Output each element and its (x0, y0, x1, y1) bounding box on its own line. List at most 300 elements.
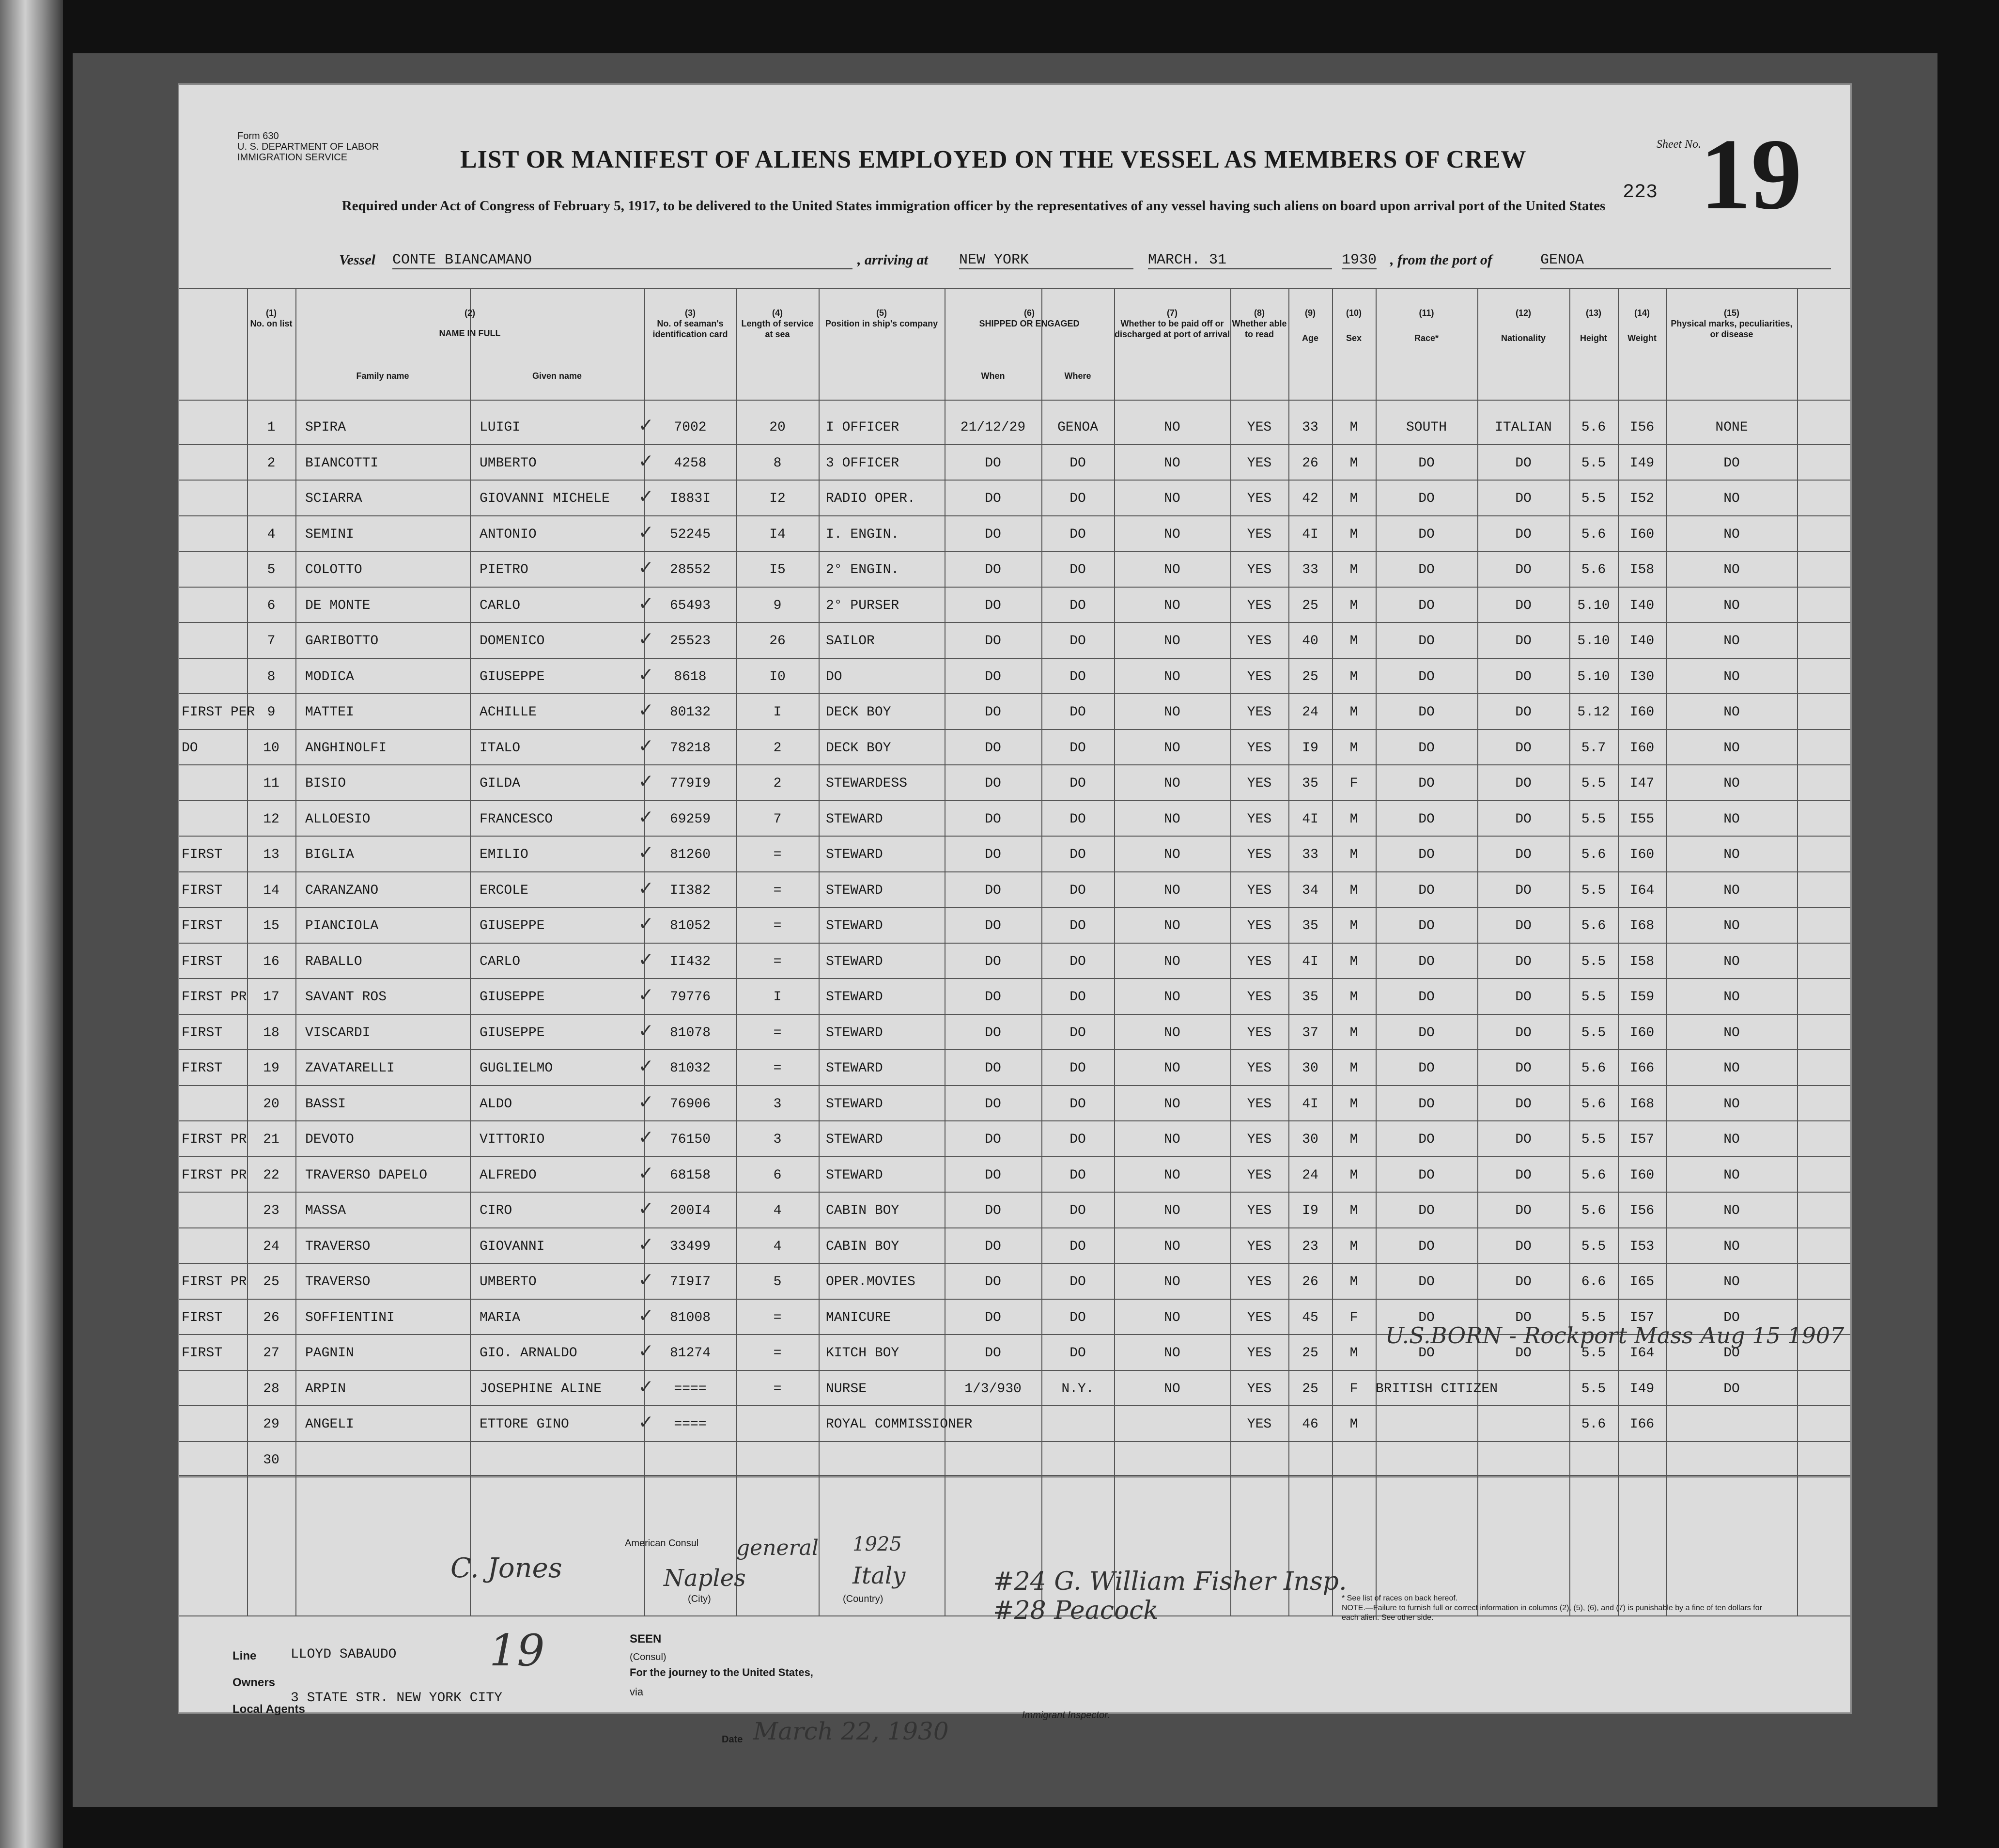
cell-marks: NO (1723, 918, 1740, 933)
cell-card: 81260 (669, 847, 711, 862)
cell-position: STEWARD (826, 990, 883, 1005)
cell-sex: M (1349, 634, 1358, 649)
col-header-marks: (15) Physical marks, peculiarities, or disease (1671, 308, 1793, 339)
journey-label: For the journey to the United States, (630, 1666, 813, 1678)
via-label: via (630, 1686, 644, 1698)
from-port: GENOA (1540, 252, 1831, 269)
cell-marks: NO (1723, 491, 1740, 506)
cell-sex: M (1349, 1025, 1358, 1040)
cell-nationality: DO (1515, 883, 1532, 898)
cell-weight: I60 (1629, 705, 1655, 720)
check-mark-icon: ✓ (639, 734, 652, 759)
crew-table (179, 288, 1850, 1625)
cell-weight: I60 (1629, 740, 1655, 756)
cell-height: 5.10 (1577, 669, 1610, 684)
cell-nationality: DO (1515, 776, 1532, 791)
cell-paid-off: NO (1164, 705, 1180, 720)
cell-nationality: DO (1515, 1167, 1532, 1183)
cell-height: 5.5 (1581, 1132, 1606, 1147)
cell-given: GIUSEPPE (480, 1025, 545, 1040)
cell-read: YES (1247, 1167, 1272, 1183)
cell-read: YES (1247, 883, 1272, 898)
cell-paid-off: NO (1164, 1025, 1180, 1040)
cell-where: N.Y. (1061, 1381, 1094, 1397)
cell-height: 5.6 (1581, 918, 1606, 933)
rule (179, 1475, 1850, 1476)
cell-race: DO (1418, 740, 1435, 756)
cell-when: DO (985, 669, 1001, 684)
cell-marks: NO (1723, 811, 1740, 827)
cell-given: GIUSEPPE (480, 669, 545, 684)
cell-race: DO (1418, 1167, 1435, 1183)
cell-nationality: DO (1515, 1096, 1532, 1112)
cell-when: DO (985, 776, 1001, 791)
col-header-read: (8) Whether able to read (1232, 308, 1287, 339)
cell-marks: NO (1723, 1132, 1740, 1147)
cell-no: 25 (263, 1274, 279, 1289)
cell-given: GIUSEPPE (480, 918, 545, 933)
cell-card: 28552 (669, 562, 711, 577)
cell-where: DO (1069, 562, 1086, 577)
cell-height: 5.7 (1581, 740, 1606, 756)
cell-position: 2° PURSER (826, 598, 899, 613)
cell-when: DO (985, 634, 1001, 649)
cell-paid-off: NO (1164, 990, 1180, 1005)
cell-card: 80132 (669, 705, 711, 720)
cell-marks: DO (1723, 1310, 1740, 1325)
cell-no: 15 (263, 918, 279, 933)
cell-position: KITCH BOY (826, 1346, 899, 1361)
cell-height: 5.6 (1581, 1203, 1606, 1218)
cell-where: DO (1069, 740, 1086, 756)
cell-marks: NO (1723, 954, 1740, 969)
american-consul-label: American Consul (625, 1538, 699, 1549)
cell-sex: M (1349, 669, 1358, 684)
row-margin-note: FIRST (182, 1346, 223, 1361)
cell-weight: I55 (1629, 811, 1655, 827)
check-mark-icon: ✓ (639, 1197, 652, 1222)
cell-family: SAVANT ROS (305, 990, 387, 1005)
cell-paid-off: NO (1164, 1381, 1180, 1397)
check-mark-icon: ✓ (639, 414, 652, 438)
cell-weight: I60 (1629, 1167, 1655, 1183)
cell-when: DO (985, 598, 1001, 613)
cell-paid-off: NO (1164, 669, 1180, 684)
cell-position: STEWARD (826, 847, 883, 862)
cell-age: 33 (1302, 420, 1318, 435)
cell-position: STEWARD (826, 1061, 883, 1076)
line-name: LLOYD SABAUDO (291, 1647, 397, 1662)
cell-position: OPER.MOVIES (826, 1274, 915, 1289)
cell-marks: NO (1723, 1239, 1740, 1254)
cell-age: 35 (1302, 776, 1318, 791)
cell-service: = (773, 1025, 782, 1040)
cell-card: 81274 (669, 1346, 711, 1361)
cell-race: DO (1418, 527, 1435, 542)
cell-height: 5.5 (1581, 1025, 1606, 1040)
cell-service: 3 (773, 1132, 782, 1147)
cell-given: GIOVANNI (480, 1239, 545, 1254)
cell-where: DO (1069, 1310, 1086, 1325)
cell-paid-off: NO (1164, 847, 1180, 862)
cell-where: DO (1069, 1203, 1086, 1218)
cell-when: DO (985, 1096, 1001, 1112)
cell-family: DEVOTO (305, 1132, 354, 1147)
check-mark-icon: ✓ (639, 984, 652, 1008)
cell-height: 5.5 (1581, 1310, 1606, 1325)
cell-age: 46 (1302, 1417, 1318, 1432)
cell-family: BIGLIA (305, 847, 354, 862)
cell-position: ROYAL COMMISSIONER (826, 1417, 973, 1432)
stamp-number: 223 (1623, 182, 1658, 203)
rule (1230, 288, 1231, 1615)
cell-age: 33 (1302, 847, 1318, 862)
cell-where: DO (1069, 1132, 1086, 1147)
arrival-year: 1930 (1342, 252, 1377, 268)
cell-nationality: DO (1515, 669, 1532, 684)
rule (1332, 288, 1333, 1615)
cell-family: ARPIN (305, 1381, 346, 1397)
cell-age: 35 (1302, 990, 1318, 1005)
cell-service: I0 (769, 669, 786, 684)
cell-age: 34 (1302, 883, 1318, 898)
row-rule (179, 515, 1850, 516)
cell-position: NURSE (826, 1381, 867, 1397)
from-port-label: , from the port of (1390, 252, 1492, 268)
cell-marks: NO (1723, 740, 1740, 756)
consul-title: general (736, 1536, 819, 1560)
cell-paid-off: NO (1164, 811, 1180, 827)
row-rule (179, 1263, 1850, 1264)
cell-service: 3 (773, 1096, 782, 1112)
cell-position: STEWARD (826, 918, 883, 933)
cell-height: 5.5 (1581, 883, 1606, 898)
check-mark-icon: ✓ (639, 1090, 652, 1115)
cell-paid-off: NO (1164, 1096, 1180, 1112)
cell-paid-off: NO (1164, 455, 1180, 471)
cell-given: ALDO (480, 1096, 512, 1112)
cell-sex: M (1349, 1203, 1358, 1218)
cell-given: MARIA (480, 1310, 521, 1325)
cell-paid-off: NO (1164, 1132, 1180, 1147)
cell-paid-off: NO (1164, 562, 1180, 577)
check-mark-icon: ✓ (639, 1269, 652, 1293)
cell-no: 27 (263, 1346, 279, 1361)
cell-race: DO (1418, 883, 1435, 898)
cell-card: 779I9 (669, 776, 711, 791)
cell-family: SCIARRA (305, 491, 362, 506)
cell-weight: I52 (1629, 491, 1655, 506)
cell-sex: M (1349, 918, 1358, 933)
cell-height: 5.5 (1581, 491, 1606, 506)
cell-when: DO (985, 705, 1001, 720)
cell-read: YES (1247, 1096, 1272, 1112)
cell-weight: I53 (1629, 1239, 1655, 1254)
row-rule (179, 836, 1850, 837)
row-rule (179, 480, 1850, 481)
cell-service: = (773, 1310, 782, 1325)
cell-card: 81052 (669, 918, 711, 933)
cell-age: 4I (1302, 811, 1318, 827)
col-header-given: Given name (532, 371, 582, 381)
cell-age: 4I (1302, 1096, 1318, 1112)
cell-position: STEWARD (826, 1025, 883, 1040)
cell-where: DO (1069, 1167, 1086, 1183)
cell-where: DO (1069, 954, 1086, 969)
check-mark-icon: ✓ (639, 841, 652, 866)
cell-race: DO (1418, 847, 1435, 862)
cell-weight: I30 (1629, 669, 1655, 684)
cell-marks: NO (1723, 776, 1740, 791)
cell-sex: M (1349, 847, 1358, 862)
check-mark-icon: ✓ (639, 485, 652, 510)
row-rule (179, 800, 1850, 801)
cell-read: YES (1247, 420, 1272, 435)
cell-card: 7002 (674, 420, 707, 435)
cell-family: DE MONTE (305, 598, 371, 613)
cell-height: 5.6 (1581, 847, 1606, 862)
cell-family: MATTEI (305, 705, 354, 720)
cell-family: GARIBOTTO (305, 634, 379, 649)
cell-read: YES (1247, 1417, 1272, 1432)
cell-sex: F (1349, 1310, 1358, 1325)
cell-service: 2 (773, 740, 782, 756)
cell-weight: I68 (1629, 918, 1655, 933)
cell-race: DO (1418, 811, 1435, 827)
cell-when: DO (985, 1274, 1001, 1289)
row-rule (179, 1405, 1850, 1406)
cell-marks: NO (1723, 1096, 1740, 1112)
cell-no: 11 (263, 776, 279, 791)
cell-card: 79776 (669, 990, 711, 1005)
cell-marks: NO (1723, 1025, 1740, 1040)
cell-marks: NO (1723, 527, 1740, 542)
cell-when: 21/12/29 (960, 420, 1026, 435)
cell-no: 28 (263, 1381, 279, 1397)
row-rule (179, 1192, 1850, 1193)
check-mark-icon: ✓ (639, 699, 652, 723)
col-header-service: (4) Length of service at sea (741, 308, 814, 339)
form-number: Form 630 (237, 131, 279, 141)
cell-where: DO (1069, 1096, 1086, 1112)
cell-where: DO (1069, 1239, 1086, 1254)
cell-family: BIANCOTTI (305, 455, 379, 471)
cell-paid-off: NO (1164, 420, 1180, 435)
cell-given: DOMENICO (480, 634, 545, 649)
cell-given: JOSEPHINE ALINE (480, 1381, 602, 1397)
cell-position: SAILOR (826, 634, 875, 649)
row-rule (179, 764, 1850, 765)
row-rule (179, 978, 1850, 979)
check-mark-icon: ✓ (639, 1375, 652, 1400)
cell-position: STEWARD (826, 1167, 883, 1183)
row-margin-note: FIRST PR (182, 1167, 247, 1183)
cell-card: I883I (669, 491, 711, 506)
cell-height: 5.5 (1581, 776, 1606, 791)
cell-card: ==== (674, 1381, 707, 1397)
cell-no: 14 (263, 883, 279, 898)
cell-card: 200I4 (669, 1203, 711, 1218)
inspector-note-28: #28 Peacock (993, 1596, 1159, 1625)
cell-position: I. ENGIN. (826, 527, 899, 542)
row-margin-note: FIRST (182, 1310, 223, 1325)
col-header-shipped: (6) SHIPPED OR ENGAGED (979, 308, 1080, 328)
cell-card: 8618 (674, 669, 707, 684)
cell-race: DO (1418, 491, 1435, 506)
col-header-nationality: (12) Nationality (1501, 308, 1546, 343)
cell-read: YES (1247, 1132, 1272, 1147)
cell-given: UMBERTO (480, 455, 537, 471)
page-title: LIST OR MANIFEST OF ALIENS EMPLOYED ON THE VESSEL AS MEMBERS OF CREW (460, 146, 1527, 173)
rule (1288, 288, 1289, 1615)
cell-family: SOFFIENTINI (305, 1310, 395, 1325)
local-agents-label: Local Agents (232, 1703, 305, 1716)
cell-when: DO (985, 1239, 1001, 1254)
cell-nationality: DO (1515, 811, 1532, 827)
cell-sex: F (1349, 776, 1358, 791)
cell-card: 76150 (669, 1132, 711, 1147)
cell-where: DO (1069, 669, 1086, 684)
manifest-sheet (179, 85, 1850, 1745)
cell-sex: M (1349, 1417, 1358, 1432)
cell-marks: NO (1723, 883, 1740, 898)
cell-weight: I40 (1629, 634, 1655, 649)
cell-weight: I64 (1629, 883, 1655, 898)
rule (1477, 288, 1478, 1615)
col-header-position: (5) Position in ship's company (825, 308, 938, 328)
cell-marks: NO (1723, 847, 1740, 862)
rule (1618, 288, 1619, 1615)
cell-race: DO (1418, 1025, 1435, 1040)
page-subtitle: Required under Act of Congress of February 5, 1917, to be delivered to the United States immigration officer by the representatives of any vessel having such aliens on board upon arrival port of the United States (341, 198, 1606, 214)
cell-race: DO (1418, 990, 1435, 1005)
date-label: Date (722, 1734, 743, 1745)
cell-sex: M (1349, 705, 1358, 720)
service-name: IMMIGRATION SERVICE (237, 152, 348, 163)
cell-height: 5.10 (1577, 598, 1610, 613)
cell-age: 40 (1302, 634, 1318, 649)
row-rule (179, 1441, 1850, 1442)
consul-country: Italy (852, 1562, 906, 1589)
line-number: 19 (489, 1625, 545, 1676)
col-header-when: When (981, 371, 1005, 381)
check-mark-icon: ✓ (639, 628, 652, 652)
cell-card: 4258 (674, 455, 707, 471)
check-mark-icon: ✓ (639, 770, 652, 794)
cell-service: I (773, 705, 782, 720)
arrival-date: MARCH. 31 (1148, 252, 1332, 269)
cell-service: = (773, 1346, 782, 1361)
cell-race: DO (1418, 1274, 1435, 1289)
check-mark-icon: ✓ (639, 521, 652, 545)
cell-given: ANTONIO (480, 527, 537, 542)
cell-position: DECK BOY (826, 705, 891, 720)
cell-given: ACHILLE (480, 705, 537, 720)
sheet-number: 19 (1700, 118, 1802, 231)
cell-family: PIANCIOLA (305, 918, 379, 933)
col-header-sex: (10) Sex (1346, 308, 1362, 343)
cell-family: MASSA (305, 1203, 346, 1218)
cell-when: DO (985, 990, 1001, 1005)
cell-given: ERCOLE (480, 883, 528, 898)
cell-when: DO (985, 740, 1001, 756)
inspector-label: Immigrant Inspector. (1022, 1710, 1110, 1721)
cell-given: GIO. ARNALDO (480, 1346, 577, 1361)
arriving-label: , arriving at (857, 252, 928, 268)
cell-race: DO (1418, 918, 1435, 933)
cell-position: MANICURE (826, 1310, 891, 1325)
cell-nationality: DO (1515, 1203, 1532, 1218)
cell-sex: M (1349, 455, 1358, 471)
cell-height: 5.6 (1581, 562, 1606, 577)
cell-no: 4 (267, 527, 276, 542)
cell-race: DO (1418, 1132, 1435, 1147)
cell-sex: M (1349, 1274, 1358, 1289)
row-rule (179, 693, 1850, 694)
cell-nationality: ITALIAN (1495, 420, 1552, 435)
check-mark-icon: ✓ (639, 1411, 652, 1435)
cell-when: DO (985, 562, 1001, 577)
cell-marks: NO (1723, 1203, 1740, 1218)
cell-paid-off: NO (1164, 1310, 1180, 1325)
cell-when: DO (985, 1132, 1001, 1147)
cell-marks: DO (1723, 455, 1740, 471)
row-margin-note: FIRST (182, 883, 223, 898)
col-header-where: Where (1064, 371, 1091, 381)
cell-sex: M (1349, 811, 1358, 827)
cell-read: YES (1247, 811, 1272, 827)
cell-family: TRAVERSO DAPELO (305, 1167, 428, 1183)
cell-family: PAGNIN (305, 1346, 354, 1361)
cell-sex: F (1349, 1381, 1358, 1397)
cell-where: DO (1069, 634, 1086, 649)
cell-service: I (773, 990, 782, 1005)
row-rule (179, 1476, 1850, 1477)
cell-where: DO (1069, 1346, 1086, 1361)
rule (247, 288, 248, 1615)
cell-no: 10 (263, 740, 279, 756)
check-mark-icon: ✓ (639, 592, 652, 617)
cell-family: ALLOESIO (305, 811, 371, 827)
cell-nationality: DO (1515, 1274, 1532, 1289)
cell-family: ANGHINOLFI (305, 740, 387, 756)
cell-read: YES (1247, 954, 1272, 969)
cell-position: RADIO OPER. (826, 491, 915, 506)
cell-weight: I60 (1629, 847, 1655, 862)
row-rule (179, 1014, 1850, 1015)
cell-card: 81032 (669, 1061, 711, 1076)
cell-read: YES (1247, 847, 1272, 862)
cell-weight: I56 (1629, 420, 1655, 435)
cell-paid-off: NO (1164, 1346, 1180, 1361)
cell-when: DO (985, 455, 1001, 471)
cell-no: 20 (263, 1096, 279, 1112)
cell-marks: NO (1723, 1167, 1740, 1183)
row-rule (179, 1049, 1850, 1050)
cell-where: DO (1069, 1025, 1086, 1040)
cell-service: 4 (773, 1203, 782, 1218)
cell-age: 33 (1302, 562, 1318, 577)
cell-nationality: DO (1515, 954, 1532, 969)
cell-nationality: DO (1515, 1346, 1532, 1361)
cell-race: DO (1418, 1203, 1435, 1218)
arrival-port: NEW YORK (959, 252, 1133, 269)
cell-where: DO (1069, 990, 1086, 1005)
vessel-label: Vessel (339, 252, 375, 268)
cell-sex: M (1349, 1096, 1358, 1112)
cell-sex: M (1349, 740, 1358, 756)
row-margin-note: FIRST PR (182, 1132, 247, 1147)
